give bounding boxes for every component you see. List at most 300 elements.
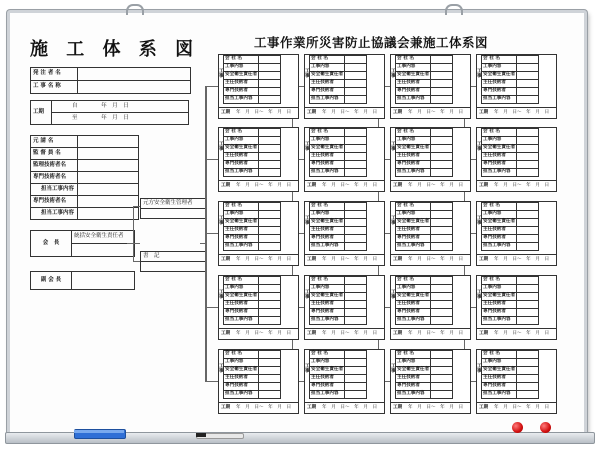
card-period-value[interactable]: 年 月 日〜 年 月 日 xyxy=(494,183,550,188)
card-field-label: 安全衛生責任者 xyxy=(482,219,517,227)
hanging-hook-left xyxy=(126,4,144,15)
card-period-label: 工期 xyxy=(479,257,489,262)
card-period-value[interactable]: 年 月 日〜 年 月 日 xyxy=(408,110,464,115)
card-field-value[interactable] xyxy=(345,129,367,137)
subcontractor-card[interactable] xyxy=(304,275,385,340)
subcontractor-card[interactable] xyxy=(218,201,299,266)
card-field-value[interactable] xyxy=(517,145,539,153)
card-field-value[interactable] xyxy=(517,211,539,219)
card-field-label: 工事内容 xyxy=(482,285,517,293)
card-period xyxy=(477,254,556,265)
card-field-value[interactable] xyxy=(259,203,281,211)
period-table xyxy=(30,100,189,125)
card-field-label: 主任技術者 xyxy=(310,227,345,235)
card-field-label: 専門技術者 xyxy=(310,88,345,96)
card-period-label: 工期 xyxy=(393,183,403,188)
card-period-label: 工期 xyxy=(479,183,489,188)
card-field-value[interactable] xyxy=(431,137,453,145)
card-field-label: 専門技術者 xyxy=(396,309,431,317)
card-field-value[interactable] xyxy=(345,64,367,72)
card-period-value[interactable]: 年 月 日〜 年 月 日 xyxy=(494,110,550,115)
card-period xyxy=(391,107,470,118)
card-side-label: 工事 xyxy=(305,216,310,226)
card-field-value[interactable] xyxy=(345,309,367,317)
card-field-label: 専門技術者 xyxy=(482,235,517,243)
card-field-label: 安全衛生責任者 xyxy=(396,145,431,153)
connector xyxy=(133,206,140,207)
card-field-value[interactable] xyxy=(345,211,367,219)
card-field-value[interactable] xyxy=(345,169,367,177)
card-field-value[interactable] xyxy=(517,88,539,96)
card-field-label: 工事内容 xyxy=(396,211,431,219)
card-period xyxy=(219,180,298,191)
card-field-value[interactable] xyxy=(259,285,281,293)
red-magnet[interactable] xyxy=(512,422,523,433)
card-field-label: 会 社 名 xyxy=(482,203,517,211)
card-period-label: 工期 xyxy=(221,331,231,336)
card-side-label: 工事 xyxy=(477,69,482,79)
card-period xyxy=(305,254,384,265)
project-info-table xyxy=(30,67,191,94)
card-period xyxy=(391,254,470,265)
card-period-value[interactable]: 年 月 日〜 年 月 日 xyxy=(236,110,292,115)
card-field-label: 主任技術者 xyxy=(224,153,259,161)
card-field-value[interactable] xyxy=(517,285,539,293)
card-field-value[interactable] xyxy=(345,56,367,64)
card-period-value[interactable]: 年 月 日〜 年 月 日 xyxy=(322,405,378,410)
card-field-label: 担当工事内容 xyxy=(482,391,517,399)
card-side-label: 工事 xyxy=(477,216,482,226)
card-period-value[interactable]: 年 月 日〜 年 月 日 xyxy=(322,257,378,262)
card-field-value[interactable] xyxy=(345,317,367,325)
card-field-label: 主任技術者 xyxy=(310,80,345,88)
card-field-value[interactable] xyxy=(517,383,539,391)
card-field-value[interactable] xyxy=(345,293,367,301)
card-field-value[interactable] xyxy=(259,367,281,375)
card-period-value[interactable]: 年 月 日〜 年 月 日 xyxy=(408,405,464,410)
card-field-value[interactable] xyxy=(259,56,281,64)
card-period-value[interactable]: 年 月 日〜 年 月 日 xyxy=(494,257,550,262)
subcontractor-card[interactable] xyxy=(390,201,471,266)
card-side-label: 工事 xyxy=(391,216,396,226)
card-field-value[interactable] xyxy=(259,129,281,137)
card-field-label: 工事内容 xyxy=(482,64,517,72)
card-field-label: 主任技術者 xyxy=(310,153,345,161)
card-period xyxy=(305,402,384,413)
card-field-label: 安全衛生責任者 xyxy=(310,219,345,227)
prime-name-label: 元 請 名 xyxy=(31,136,78,148)
card-period-label: 工期 xyxy=(393,257,403,262)
card-field-value[interactable] xyxy=(431,243,453,251)
card-field-label: 担当工事内容 xyxy=(224,243,259,251)
card-field-label: 担当工事内容 xyxy=(396,391,431,399)
vice-chairman-table xyxy=(30,271,135,290)
card-period-value[interactable]: 年 月 日〜 年 月 日 xyxy=(322,183,378,188)
card-field-label: 会 社 名 xyxy=(224,351,259,359)
subcontractor-card[interactable] xyxy=(390,349,471,414)
card-period xyxy=(219,402,298,413)
specialist-1-value[interactable] xyxy=(78,172,139,184)
card-field-value[interactable] xyxy=(431,235,453,243)
card-field-value[interactable] xyxy=(259,161,281,169)
card-field-value[interactable] xyxy=(345,359,367,367)
card-period xyxy=(305,328,384,339)
card-field-label: 工事内容 xyxy=(224,285,259,293)
card-field-value[interactable] xyxy=(259,351,281,359)
card-field-value[interactable] xyxy=(259,243,281,251)
period-start[interactable]: 自 年 月 日 xyxy=(52,101,189,113)
card-field-value[interactable] xyxy=(517,96,539,104)
card-side-label: 工事 xyxy=(391,142,396,152)
period-end[interactable]: 至 年 月 日 xyxy=(52,113,189,125)
connector xyxy=(133,206,134,261)
card-field-label: 担当工事内容 xyxy=(482,169,517,177)
card-field-label: 工事内容 xyxy=(482,211,517,219)
project-name-value[interactable] xyxy=(78,81,191,94)
specialist-1-label: 専門技術者名 xyxy=(31,172,78,184)
card-field-value[interactable] xyxy=(431,72,453,80)
card-field-label: 工事内容 xyxy=(396,359,431,367)
card-field-label: 主任技術者 xyxy=(482,153,517,161)
card-field-label: 安全衛生責任者 xyxy=(482,72,517,80)
card-field-label: 会 社 名 xyxy=(482,129,517,137)
card-field-value[interactable] xyxy=(517,129,539,137)
card-field-value[interactable] xyxy=(259,391,281,399)
card-field-label: 主任技術者 xyxy=(482,80,517,88)
card-period-value[interactable]: 年 月 日〜 年 月 日 xyxy=(236,405,292,410)
supervisor-value[interactable] xyxy=(78,148,139,160)
card-field-value[interactable] xyxy=(431,64,453,72)
card-field-value[interactable] xyxy=(517,153,539,161)
card-field-value[interactable] xyxy=(259,64,281,72)
card-period-label: 工期 xyxy=(221,183,231,188)
card-field-value[interactable] xyxy=(259,153,281,161)
subcontractor-card[interactable] xyxy=(476,54,557,119)
card-field-value[interactable] xyxy=(345,243,367,251)
card-field-value[interactable] xyxy=(345,153,367,161)
vice-chairman-label: 副 会 長 xyxy=(31,272,72,290)
card-field-value[interactable] xyxy=(431,383,453,391)
card-field-value[interactable] xyxy=(431,391,453,399)
card-field-value[interactable] xyxy=(431,293,453,301)
card-field-label: 会 社 名 xyxy=(310,351,345,359)
card-field-value[interactable] xyxy=(345,72,367,80)
chairman-value[interactable] xyxy=(72,244,135,257)
card-field-value[interactable] xyxy=(345,383,367,391)
card-period-label: 工期 xyxy=(479,331,489,336)
card-field-value[interactable] xyxy=(431,367,453,375)
chairman-table xyxy=(30,230,135,257)
card-field-label: 工事内容 xyxy=(310,211,345,219)
card-field-value[interactable] xyxy=(517,391,539,399)
card-period-value[interactable]: 年 月 日〜 年 月 日 xyxy=(322,110,378,115)
card-field-label: 専門技術者 xyxy=(224,88,259,96)
subcontractor-card[interactable] xyxy=(304,54,385,119)
subcontractor-card[interactable] xyxy=(476,275,557,340)
card-field-value[interactable] xyxy=(431,80,453,88)
specialist-1-work-value[interactable] xyxy=(78,184,139,196)
card-field-label: 専門技術者 xyxy=(396,161,431,169)
card-field-label: 専門技術者 xyxy=(482,383,517,391)
card-field-label: 専門技術者 xyxy=(482,309,517,317)
card-field-value[interactable] xyxy=(431,227,453,235)
card-field-value[interactable] xyxy=(431,219,453,227)
card-field-label: 担当工事内容 xyxy=(224,391,259,399)
trunk-connector xyxy=(205,86,206,382)
card-field-value[interactable] xyxy=(431,211,453,219)
card-field-label: 専門技術者 xyxy=(310,309,345,317)
card-field-value[interactable] xyxy=(259,80,281,88)
card-field-value[interactable] xyxy=(259,293,281,301)
subcontractor-card[interactable] xyxy=(218,127,299,192)
card-field-label: 工事内容 xyxy=(310,64,345,72)
card-field-value[interactable] xyxy=(259,317,281,325)
card-field-value[interactable] xyxy=(431,277,453,285)
chairman-role: 統括安全衛生責任者 xyxy=(72,231,135,244)
card-field-value[interactable] xyxy=(259,72,281,80)
card-field-value[interactable] xyxy=(345,203,367,211)
card-field-value[interactable] xyxy=(431,169,453,177)
card-period-value[interactable]: 年 月 日〜 年 月 日 xyxy=(322,331,378,336)
card-field-label: 専門技術者 xyxy=(224,235,259,243)
card-field-value[interactable] xyxy=(345,235,367,243)
card-field-value[interactable] xyxy=(517,72,539,80)
card-field-value[interactable] xyxy=(259,211,281,219)
card-field-value[interactable] xyxy=(259,88,281,96)
card-field-value[interactable] xyxy=(431,301,453,309)
card-field-value[interactable] xyxy=(259,383,281,391)
card-field-value[interactable] xyxy=(345,227,367,235)
secretary-value[interactable] xyxy=(141,262,206,272)
vice-chairman-value[interactable] xyxy=(72,272,135,290)
card-field-label: 主任技術者 xyxy=(224,227,259,235)
card-field-label: 工事内容 xyxy=(396,64,431,72)
card-field-label: 主任技術者 xyxy=(396,153,431,161)
subcontractor-card[interactable] xyxy=(218,54,299,119)
card-field-value[interactable] xyxy=(517,351,539,359)
card-field-value[interactable] xyxy=(517,375,539,383)
card-side-label: 工事 xyxy=(219,290,224,300)
card-field-label: 安全衛生責任者 xyxy=(310,72,345,80)
card-period xyxy=(477,328,556,339)
card-field-value[interactable] xyxy=(431,285,453,293)
card-field-value[interactable] xyxy=(517,80,539,88)
card-field-value[interactable] xyxy=(259,235,281,243)
card-field-value[interactable] xyxy=(259,375,281,383)
card-field-label: 会 社 名 xyxy=(396,277,431,285)
card-field-value[interactable] xyxy=(259,301,281,309)
card-field-value[interactable] xyxy=(345,88,367,96)
card-field-value[interactable] xyxy=(517,64,539,72)
card-field-value[interactable] xyxy=(259,96,281,104)
card-field-value[interactable] xyxy=(517,219,539,227)
card-field-label: 担当工事内容 xyxy=(310,243,345,251)
card-field-value[interactable] xyxy=(345,145,367,153)
card-field-label: 主任技術者 xyxy=(482,301,517,309)
card-field-value[interactable] xyxy=(517,203,539,211)
subcontractor-card[interactable] xyxy=(218,349,299,414)
card-side-label: 工事 xyxy=(477,142,482,152)
card-field-value[interactable] xyxy=(259,227,281,235)
card-field-value[interactable] xyxy=(431,309,453,317)
card-field-value[interactable] xyxy=(345,391,367,399)
card-field-value[interactable] xyxy=(517,367,539,375)
card-field-label: 主任技術者 xyxy=(482,227,517,235)
card-field-value[interactable] xyxy=(517,301,539,309)
card-field-value[interactable] xyxy=(345,137,367,145)
card-field-value[interactable] xyxy=(517,317,539,325)
card-field-value[interactable] xyxy=(345,285,367,293)
card-field-value[interactable] xyxy=(517,277,539,285)
specialist-2-label: 専門技術者名 xyxy=(31,196,78,208)
card-field-value[interactable] xyxy=(345,219,367,227)
subcontractor-card[interactable] xyxy=(476,201,557,266)
subcontractor-card[interactable] xyxy=(390,275,471,340)
card-field-label: 専門技術者 xyxy=(396,383,431,391)
specialist-2-work-value[interactable] xyxy=(78,208,139,220)
card-field-label: 専門技術者 xyxy=(396,235,431,243)
red-magnet[interactable] xyxy=(540,422,551,433)
card-period-value[interactable]: 年 月 日〜 年 月 日 xyxy=(236,331,292,336)
card-field-value[interactable] xyxy=(431,359,453,367)
card-field-label: 会 社 名 xyxy=(482,56,517,64)
card-field-label: 工事内容 xyxy=(224,64,259,72)
card-field-label: 会 社 名 xyxy=(482,351,517,359)
subcontractor-card[interactable] xyxy=(390,127,471,192)
card-side-label: 工事 xyxy=(477,290,482,300)
card-field-value[interactable] xyxy=(345,277,367,285)
subcontractor-card[interactable] xyxy=(304,201,385,266)
card-period xyxy=(477,180,556,191)
card-field-label: 会 社 名 xyxy=(396,203,431,211)
subcontractor-card[interactable] xyxy=(476,349,557,414)
card-field-value[interactable] xyxy=(517,243,539,251)
card-field-value[interactable] xyxy=(517,56,539,64)
project-name-label: 工 事 名 称 xyxy=(31,81,78,94)
card-field-value[interactable] xyxy=(517,161,539,169)
card-side-label: 工事 xyxy=(219,142,224,152)
subcontractor-card[interactable] xyxy=(390,54,471,119)
card-period-value[interactable]: 年 月 日〜 年 月 日 xyxy=(408,183,464,188)
subcontractor-card[interactable] xyxy=(476,127,557,192)
row-connector xyxy=(206,159,218,160)
card-field-label: 安全衛生責任者 xyxy=(310,145,345,153)
card-field-label: 安全衛生責任者 xyxy=(224,72,259,80)
card-field-label: 担当工事内容 xyxy=(396,169,431,177)
card-field-value[interactable] xyxy=(345,96,367,104)
card-field-value[interactable] xyxy=(259,169,281,177)
card-field-value[interactable] xyxy=(517,169,539,177)
card-field-value[interactable] xyxy=(431,88,453,96)
card-field-label: 会 社 名 xyxy=(482,277,517,285)
card-field-value[interactable] xyxy=(431,56,453,64)
card-field-label: 担当工事内容 xyxy=(310,391,345,399)
card-field-label: 安全衛生責任者 xyxy=(396,367,431,375)
card-field-value[interactable] xyxy=(259,137,281,145)
card-field-label: 専門技術者 xyxy=(224,309,259,317)
card-field-label: 担当工事内容 xyxy=(482,243,517,251)
card-period-value[interactable]: 年 月 日〜 年 月 日 xyxy=(408,331,464,336)
card-field-label: 担当工事内容 xyxy=(482,317,517,325)
card-period-value[interactable]: 年 月 日〜 年 月 日 xyxy=(494,405,550,410)
card-field-value[interactable] xyxy=(517,359,539,367)
card-field-value[interactable] xyxy=(431,161,453,169)
prime-name-value[interactable] xyxy=(78,136,139,148)
card-field-label: 安全衛生責任者 xyxy=(396,293,431,301)
card-field-value[interactable] xyxy=(431,129,453,137)
card-field-value[interactable] xyxy=(259,145,281,153)
card-field-value[interactable] xyxy=(345,351,367,359)
card-field-label: 安全衛生責任者 xyxy=(224,219,259,227)
card-field-label: 担当工事内容 xyxy=(310,169,345,177)
period-label: 工期 xyxy=(31,101,52,125)
card-field-value[interactable] xyxy=(431,351,453,359)
card-side-label: 工事 xyxy=(305,142,310,152)
card-field-value[interactable] xyxy=(345,161,367,169)
subcontractor-card[interactable] xyxy=(304,127,385,192)
card-field-value[interactable] xyxy=(517,293,539,301)
card-field-value[interactable] xyxy=(345,367,367,375)
card-field-value[interactable] xyxy=(345,80,367,88)
card-field-value[interactable] xyxy=(259,309,281,317)
card-field-value[interactable] xyxy=(517,235,539,243)
card-field-value[interactable] xyxy=(259,277,281,285)
card-field-value[interactable] xyxy=(259,359,281,367)
card-field-label: 工事内容 xyxy=(224,211,259,219)
card-field-value[interactable] xyxy=(431,153,453,161)
card-field-label: 工事内容 xyxy=(310,137,345,145)
connector xyxy=(133,261,140,262)
card-period-value[interactable]: 年 月 日〜 年 月 日 xyxy=(408,257,464,262)
card-field-value[interactable] xyxy=(345,375,367,383)
card-period-value[interactable]: 年 月 日〜 年 月 日 xyxy=(494,331,550,336)
card-field-value[interactable] xyxy=(431,203,453,211)
card-field-label: 主任技術者 xyxy=(224,375,259,383)
card-period-label: 工期 xyxy=(307,331,317,336)
card-field-value[interactable] xyxy=(517,137,539,145)
specialist-1-work-label: 担当工事内容 xyxy=(31,184,78,196)
subcontractor-card[interactable] xyxy=(218,275,299,340)
subcontractor-card[interactable] xyxy=(304,349,385,414)
card-field-value[interactable] xyxy=(431,317,453,325)
card-field-value[interactable] xyxy=(345,301,367,309)
card-period-value[interactable]: 年 月 日〜 年 月 日 xyxy=(236,257,292,262)
card-field-label: 担当工事内容 xyxy=(310,96,345,104)
card-field-value[interactable] xyxy=(431,375,453,383)
chief-engineer-value[interactable] xyxy=(78,160,139,172)
card-field-label: 工事内容 xyxy=(482,137,517,145)
card-period-label: 工期 xyxy=(307,183,317,188)
card-field-label: 会 社 名 xyxy=(396,129,431,137)
card-period-label: 工期 xyxy=(393,405,403,410)
specialist-2-value[interactable] xyxy=(78,196,139,208)
client-value[interactable] xyxy=(78,68,191,81)
safety-manager-value[interactable] xyxy=(141,209,206,219)
card-field-label: 担当工事内容 xyxy=(310,317,345,325)
safety-manager-table xyxy=(140,198,206,219)
card-field-value[interactable] xyxy=(431,96,453,104)
card-field-label: 工事内容 xyxy=(396,285,431,293)
card-field-label: 工事内容 xyxy=(310,285,345,293)
card-field-label: 専門技術者 xyxy=(310,161,345,169)
card-field-value[interactable] xyxy=(517,227,539,235)
card-field-value[interactable] xyxy=(517,309,539,317)
card-field-value[interactable] xyxy=(431,145,453,153)
card-side-label: 工事 xyxy=(391,290,396,300)
card-period-value[interactable]: 年 月 日〜 年 月 日 xyxy=(236,183,292,188)
card-field-label: 安全衛生責任者 xyxy=(310,367,345,375)
card-field-value[interactable] xyxy=(259,219,281,227)
